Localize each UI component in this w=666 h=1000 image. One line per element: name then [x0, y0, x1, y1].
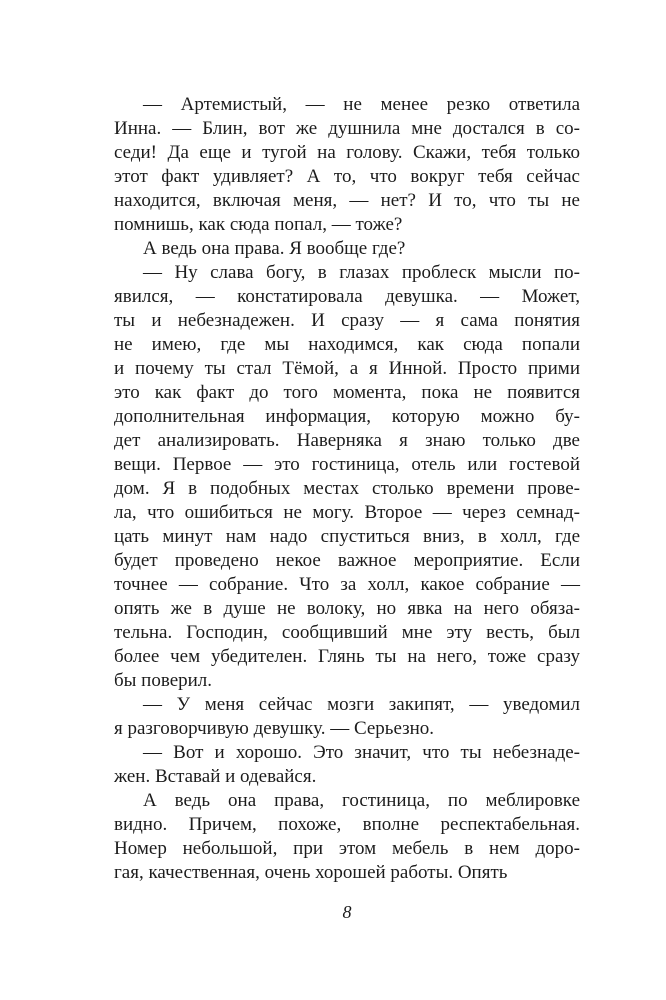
text-line: точнее — собрание. Что за холл, какое собрание — — [114, 574, 580, 595]
text-line: ла, что ошибиться не могу. Второе — через семнад- — [114, 502, 580, 523]
text-line: цать минут нам надо спуститься вниз, в холл, где — [114, 526, 580, 547]
text-line: Номер небольшой, при этом мебель в нем доро- — [114, 838, 580, 859]
text-line: помнишь, как сюда попал, — тоже? — [114, 214, 403, 235]
page-text — [114, 93, 580, 885]
text-line: — Ну слава богу, в глазах проблеск мысли по- — [143, 262, 580, 283]
text-line: я разговорчивую девушку. — Серьезно. — [114, 718, 435, 739]
text-line: А ведь она права, гостиница, по меблировке — [143, 790, 580, 811]
text-line: этот факт удивляет? А то, что вокруг тебя сейчас — [114, 166, 580, 187]
paragraph — [114, 741, 580, 789]
page-number: 8 — [342, 902, 352, 922]
text-line: ты и небезнадежен. И сразу — я сама понятия — [114, 310, 580, 331]
text-line: дом. Я в подобных местах столько времени прове- — [114, 478, 580, 499]
text-line: видно. Причем, похоже, вполне респектабельная. — [114, 814, 580, 835]
text-line: дет анализировать. Наверняка я знаю только две — [114, 430, 580, 451]
text-line: — У меня сейчас мозги закипят, — уведомил — [143, 694, 580, 715]
text-line: вещи. Первое — это гостиница, отель или гостевой — [114, 454, 580, 475]
paragraph — [114, 237, 580, 261]
text-line: — Вот и хорошо. Это значит, что ты небезнаде- — [143, 742, 580, 763]
paragraph — [114, 693, 580, 741]
text-line: опять же в душе не волоку, но явка на него обяза- — [114, 598, 580, 619]
text-line: бы поверил. — [114, 670, 213, 691]
text-line: гая, качественная, очень хорошей работы. Опять — [114, 862, 508, 883]
text-line: седи! Да еще и тугой на голову. Скажи, тебя только — [114, 142, 580, 163]
text-line: будет проведено некое важное мероприятие. Если — [114, 550, 580, 571]
text-line: и почему ты стал Тёмой, а я Инной. Просто прими — [114, 358, 580, 379]
text-line: Инна. — Блин, вот же душнила мне достался в со- — [114, 118, 580, 139]
text-line: тельна. Господин, сообщивший мне эту весть, был — [114, 622, 580, 643]
text-line: явился, — констатировала девушка. — Может, — [114, 286, 580, 307]
text-line: А ведь она права. Я вообще где? — [143, 238, 406, 259]
paragraph — [114, 93, 580, 237]
text-line: это как факт до того момента, пока не появится — [114, 382, 580, 403]
text-line: не имею, где мы находимся, как сюда попали — [114, 334, 580, 355]
paragraph — [114, 261, 580, 693]
text-line: жен. Вставай и одевайся. — [114, 766, 317, 787]
text-line: дополнительная информация, которую можно бу- — [114, 406, 580, 427]
paragraph — [114, 789, 580, 885]
text-line: — Артемистый, — не менее резко ответила — [143, 94, 580, 115]
text-line: находится, включая меня, — нет? И то, что ты не — [114, 190, 580, 211]
text-line: более чем убедителен. Глянь ты на него, тоже сразу — [114, 646, 580, 667]
